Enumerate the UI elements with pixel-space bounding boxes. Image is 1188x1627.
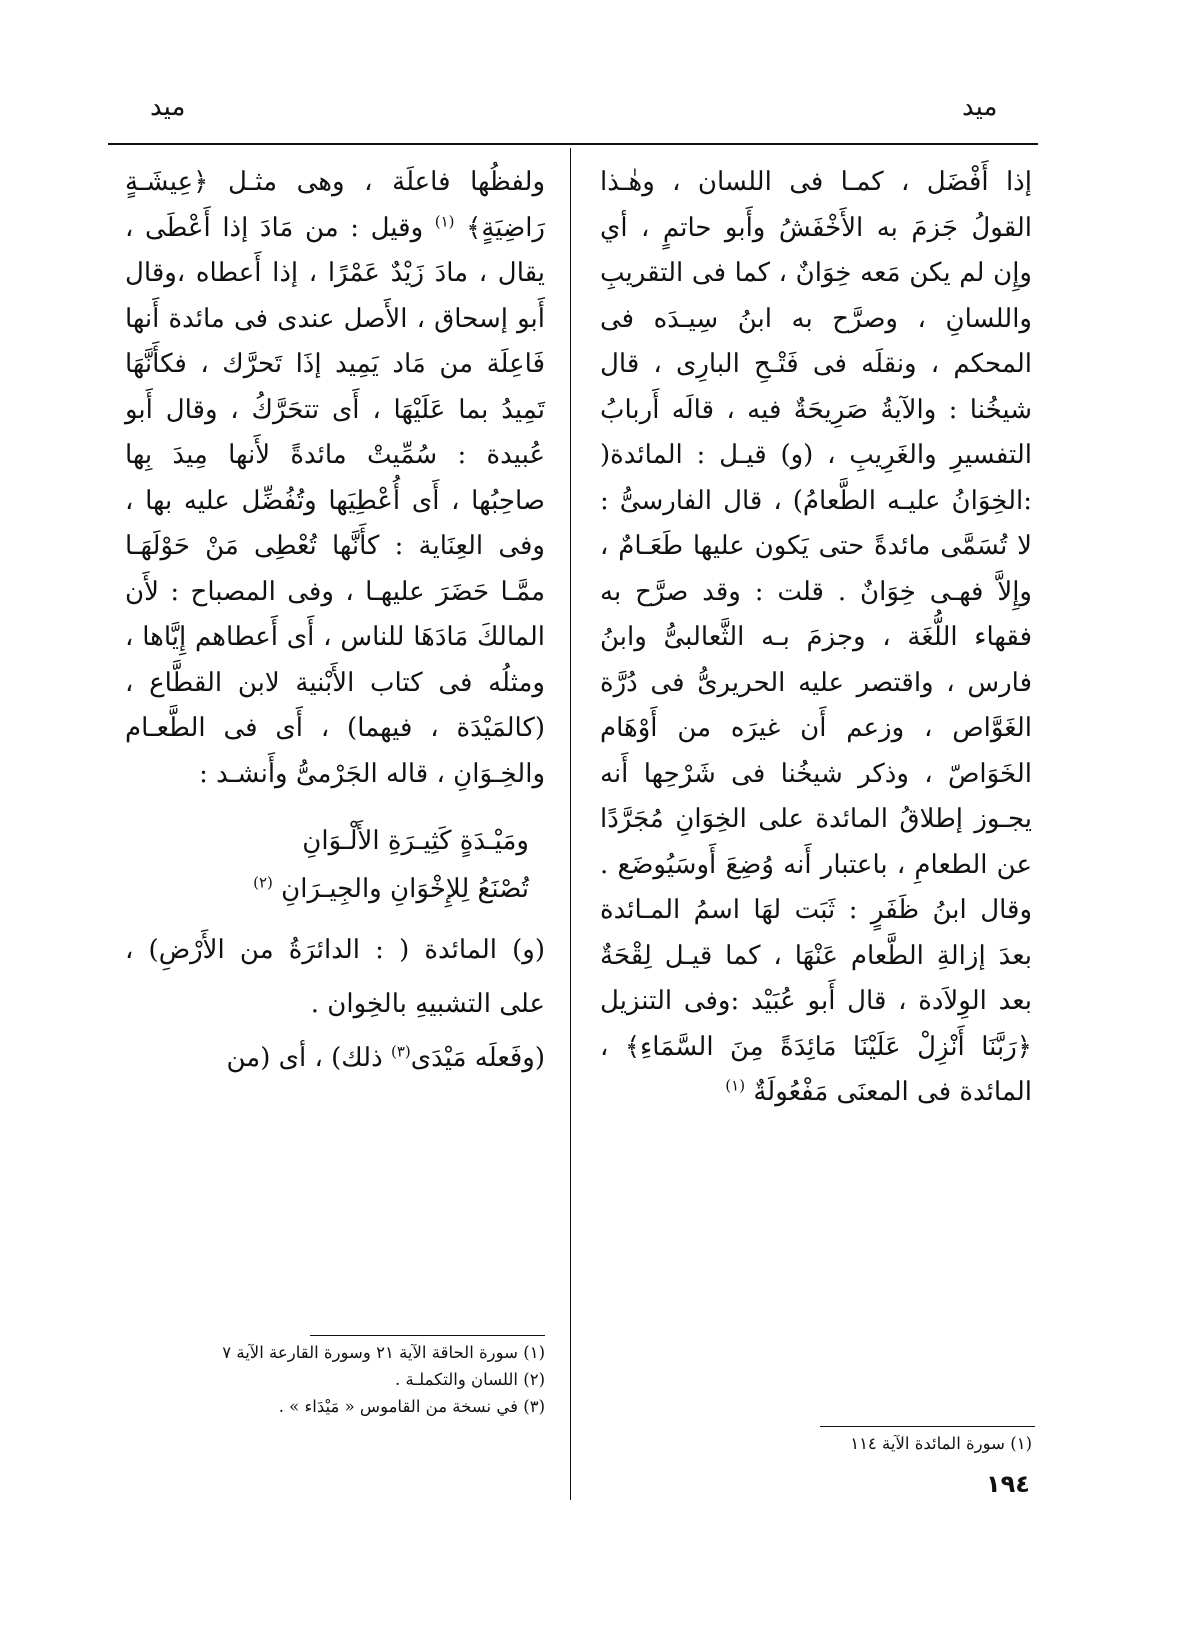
left-column-paragraph-2: (و) المائدة ( : الدائرَةُ من الأَرْضِ) ، على التشبيهِ بالخِوان . [125,935,545,1019]
right-column [600,160,1032,1116]
footnote-ref: (٢) [253,873,273,892]
verse-line: ومَيْـدَةٍ كَثِيـرَةِ الأَلْـوَانِ [302,826,529,856]
left-column-paragraph-1 [125,160,545,797]
header-rule [108,143,1038,145]
footnote-item: (١) سورة الحاقة الآية ٢١ وسورة القارعة الآية ٧ [222,1343,545,1362]
page-number: ١٩٤ [986,1470,1030,1498]
column-divider [570,148,571,1500]
running-header-left: ميد [150,92,186,122]
footnote-rule-right [820,1426,1035,1427]
left-text-part-a: ولفظُها فاعلَة ، وهى مثـل ﴿عِيشَـةٍ رَاضِيَةٍ﴾ [125,167,545,243]
left-text-part-b: وقيل : من مَادَ إذا أَعْطَى ، يقال ، مادَ زَيْدٌ عَمْرًا ، إذا أَعطاه ،وقال أَبو إسحاق ، الأَصل عندى فى مائدة أَنها فَاعِلَة من مَاد يَمِيد إذَا تَحرَّك ، فكأَنَّهَا تَمِيدُ بما عَلَيْهَا ، أَى تتحَرَّكُ ، وقال أَبو عُبيدة : سُمِّيتْ مائدةً لأَنها مِيدَ بِها صاحِبُها ، أَى أُعْطِيَها وتُفُضِّل عليه بها ، وفى العِنَاية : كأَنَّها تُعْطِى مَنْ حَوْلَهَـا ممَّـا حَضَرَ عليهـا ، وفى المصباح : لأَن المالكَ مَادَهَا للناس ، أَى أَعطاهم إِيَّاها ، ومثلُه فى كتاب الأَبْنية لابن القطَّاع ، (كالمَيْدَة ، فيهما) ، أَى فى الطَّعـام والخِـوَانِ ، قاله الجَرْمىُّ وأَنشـد : [125,212,545,789]
footnotes-left [135,1339,545,1420]
left-column-paragraph-3 [125,1031,545,1085]
footnote-item: (١) سورة المائدة الآية ١١٤ [850,1434,1032,1453]
para3-part-b: ذلك) ، أى (من [226,1043,383,1073]
footnote-item: (٣) في نسخة من القاموس « مَيْدَاء » . [278,1397,545,1416]
running-header-right: ميد [962,92,998,122]
left-column [125,160,545,1085]
poetry-verse [125,817,545,913]
verse-line-2 [125,865,529,913]
footnote-ref: (١) [434,211,455,230]
right-column-body: إذا أَفْضَل ، كمـا فى اللسان ، وهٰـذا القولُ جَزمَ به الأَخْفَشُ وأَبو حاتمٍ ، أي وإِن لم يكن مَعه خِوَانٌ ، كما فى التقريبِ واللسانِ ، وصرَّح به ابنُ سِيـدَه فى المحكم ، ونقلَه فى فَتْـحِ البارِى ، قال شيخُنا : والآيةُ صَرِيحَةٌ فيه ، قالَه أَربابُ التفسيرِ والغَرِيبِ ، (و) قيـل : المائدة( :الخِوَانُ عليـه الطَّعامُ) ، قال الفارسىُّ : لا تُسَمَّى مائدةً حتى يَكون عليها طَعَـامٌ ، وإِلاَّ فهـى خِوَانٌ . قلت : وقد صرَّح به فقهاء اللُّغَة ، وجزمَ بـه الثَّعالبىُّ وابنُ فارس ، واقتصر عليه الحريرىُّ فى دُرَّة الغَوَّاص ، وزعم أَن غيرَه من أَوْهَام الخَوَاصّ ، وذكر شيخُنا فى شَرْحِها أَنه يجـوز إطلاقُ المائدة على الخِوَانِ مُجَرَّدًا عن الطعامِ ، باعتبار أَنه وُضِعَ أَوسَيُوضَع . وقال ابنُ ظَفَرٍ : ثَبَت لهَا اسمُ المـائدة بعدَ إزالةِ الطَّعام عَنْهَا ، كما قيـل لِقْحَةٌ بعد الوِلاَدة ، قال أَبو عُبَيْد :وفى التنزيل ﴿رَبَّنَا أَنْزِلْ عَلَيْنَا مَائِدَةً مِنَ السَّمَاءِ﴾ ، المائدة فى المعنَى مَفْعُولَةٌ [600,167,1033,1107]
verse-line-text: تُصْنَعُ لِلإِخْوَانِ والجِيـرَانِ [281,874,529,904]
footnote-item: (٢) اللسان والتكملـة . [394,1370,545,1389]
para3-part-a: (وفَعلَه مَيْدَى [410,1043,545,1073]
footnote-ref: (١) [725,1076,746,1095]
footnote-rule-left [310,1335,545,1336]
footnotes-right [780,1430,1032,1457]
footnote-ref: (٣) [390,1042,411,1061]
right-column-text [600,160,1032,1116]
